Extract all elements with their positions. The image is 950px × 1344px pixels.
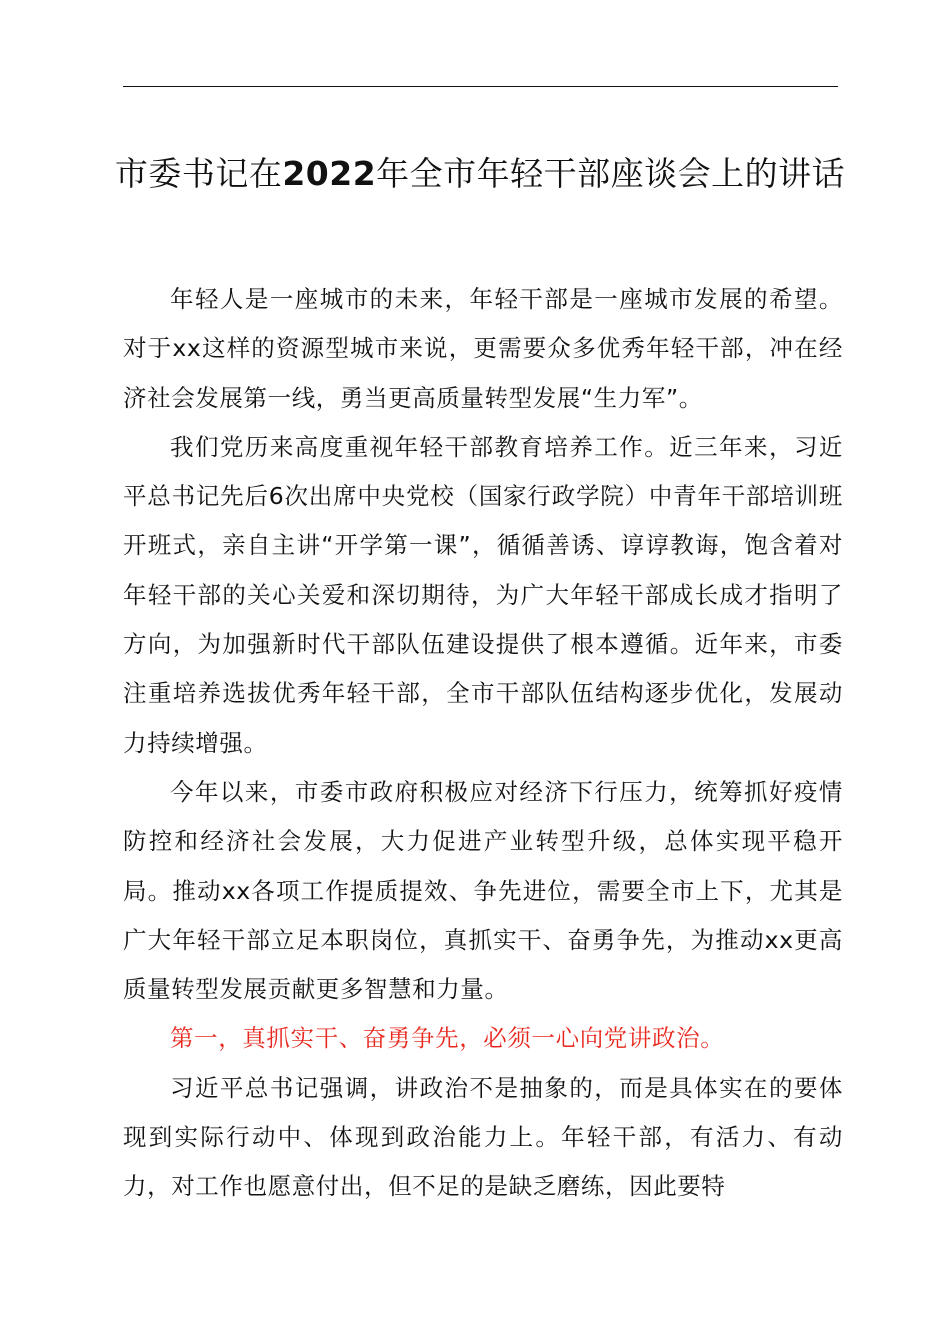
title-text-post: 年全市年轻干部座谈会上的讲话 (376, 154, 846, 193)
title-text-pre: 市委书记在 (114, 154, 283, 193)
paragraph-politics: 习近平总书记强调，讲政治不是抽象的，而是具体实在的要体现到实际行动中、体现到政治能力上。年轻干部，有活力、有动力，对工作也愿意付出，但不足的是缺乏磨练，因此要特 (123, 1073, 843, 1201)
paragraph-intro: 年轻人是一座城市的未来，年轻干部是一座城市发展的希望。对于xx这样的资源型城市来说，更需要众多优秀年轻干部，冲在经济社会发展第一线，勇当更高质量转型发展“生力军”。 (123, 285, 843, 412)
paragraph-party-attention: 我们党历来高度重视年轻干部教育培养工作。近三年来，习近平总书记先后6次出席中央党校（国家行政学院）中青年干部培训班开班式，亲自主讲“开学第一课”，循循善诱、谆谆教诲，饱含着对年轻干部的关心关爱和深切期待，为广大年轻干部成长成才指明了方向，为加强新时代干部队伍建设提供了根本遵循。近年来，市委注重培养选拔优秀年轻干部，全市干部队伍结构逐步优化，发展动力持续增强。 (123, 432, 843, 757)
document-body (123, 275, 843, 1212)
title-year: 2022 (282, 154, 377, 193)
paragraph-this-year: 今年以来，市委市政府积极应对经济下行压力，统筹抓好疫情防控和经济社会发展，大力促进产业转型升级，总体实现平稳开局。推动xx各项工作提质提效、争先进位，需要全市上下，尤其是广大年轻干部立足本职岗位，真抓实干、奋勇争先，为推动xx更高质量转型发展贡献更多智慧和力量。 (123, 777, 843, 1004)
document-title (110, 148, 850, 200)
section-heading-first: 第一，真抓实干、奋勇争先，必须一心向党讲政治。 (170, 1024, 725, 1053)
header-rule (123, 86, 838, 87)
